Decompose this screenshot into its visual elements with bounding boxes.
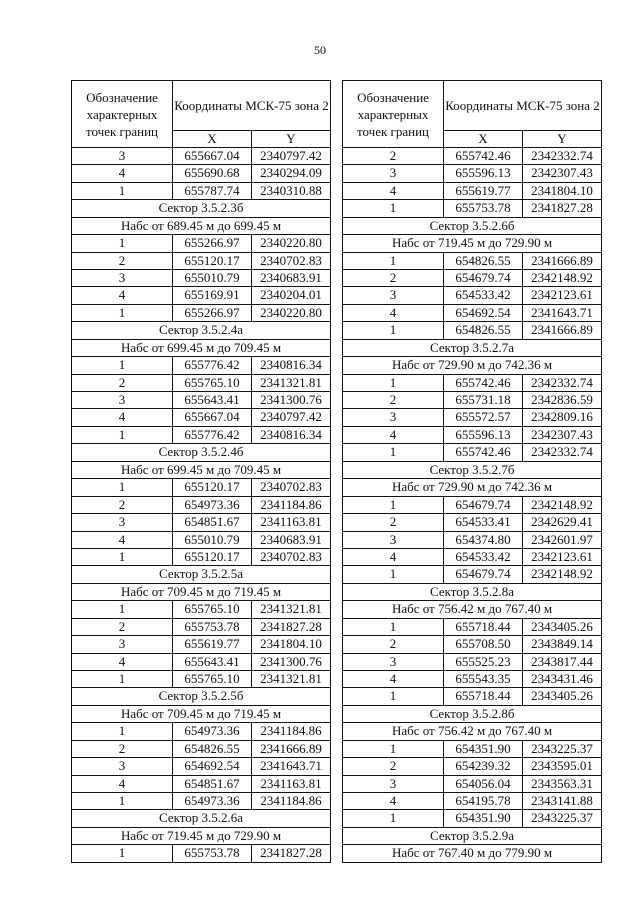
point-number-cell: 4 [343, 304, 444, 321]
header-point-designation: Обозначение характерных точек границ [72, 81, 173, 148]
x-coordinate-cell: 654679.74 [444, 566, 523, 583]
x-coordinate-cell: 654056.04 [444, 775, 523, 792]
right-coordinates-table-container [342, 80, 602, 863]
y-coordinate-cell: 2341666.89 [252, 740, 331, 757]
x-coordinate-cell: 655619.77 [444, 182, 523, 199]
sector-title-row [343, 827, 602, 845]
sector-range: Набс от 729.90 м до 742.36 м [343, 479, 602, 497]
sector-range-row [72, 827, 331, 845]
sector-range: Набс от 756.42 м до 767.40 м [343, 723, 602, 741]
sector-title-row [343, 339, 602, 357]
y-coordinate-cell: 2342836.59 [523, 392, 602, 409]
table-row [72, 182, 331, 199]
y-coordinate-cell: 2342307.43 [523, 165, 602, 182]
y-coordinate-cell: 2342809.16 [523, 409, 602, 426]
x-coordinate-cell: 654692.54 [444, 304, 523, 321]
table-row [343, 548, 602, 565]
y-coordinate-cell: 2340797.42 [252, 148, 331, 165]
point-number-cell: 1 [72, 235, 173, 252]
sector-title-row [72, 810, 331, 828]
table-row [343, 304, 602, 321]
x-coordinate-cell: 655120.17 [173, 548, 252, 565]
table-row [343, 148, 602, 165]
table-row [343, 810, 602, 827]
x-coordinate-cell: 655596.13 [444, 165, 523, 182]
sector-range-row [72, 461, 331, 479]
point-number-cell: 2 [72, 252, 173, 269]
y-coordinate-cell: 2341643.71 [523, 304, 602, 321]
point-number-cell: 1 [343, 200, 444, 217]
table-row [72, 740, 331, 757]
right-coordinates-table [342, 80, 602, 863]
table-row [72, 845, 331, 862]
x-coordinate-cell: 654533.41 [444, 514, 523, 531]
header-coordinates: Координаты МСК-75 зона 2 [173, 81, 331, 131]
point-number-cell: 3 [343, 653, 444, 670]
sector-range: Набс от 767.40 м до 779.90 м [343, 845, 602, 863]
table-row [72, 758, 331, 775]
point-number-cell: 1 [343, 618, 444, 635]
x-coordinate-cell: 655690.68 [173, 165, 252, 182]
y-coordinate-cell: 2343141.88 [523, 792, 602, 809]
x-coordinate-cell: 655742.46 [444, 444, 523, 461]
table-row [343, 740, 602, 757]
left-coordinates-table-container [71, 80, 331, 863]
table-row [72, 775, 331, 792]
sector-title: Сектор 3.5.2.9а [343, 827, 602, 845]
y-coordinate-cell: 2343405.26 [523, 688, 602, 705]
sector-range: Набс от 699.45 м до 709.45 м [72, 339, 331, 357]
table-row [72, 514, 331, 531]
table-row [343, 444, 602, 461]
table-row [72, 723, 331, 740]
y-coordinate-cell: 2343405.26 [523, 618, 602, 635]
y-coordinate-cell: 2340294.09 [252, 165, 331, 182]
x-coordinate-cell: 655010.79 [173, 531, 252, 548]
page-number: 50 [314, 43, 326, 57]
table-row [72, 392, 331, 409]
sector-title: Сектор 3.5.2.5б [72, 688, 331, 706]
sector-title-row [72, 444, 331, 462]
point-number-cell: 1 [343, 444, 444, 461]
y-coordinate-cell: 2340220.80 [252, 304, 331, 321]
point-number-cell: 4 [72, 165, 173, 182]
y-coordinate-cell: 2342148.92 [523, 566, 602, 583]
table-row [343, 392, 602, 409]
sector-range-row [343, 357, 602, 375]
x-coordinate-cell: 655120.17 [173, 252, 252, 269]
point-number-cell: 1 [72, 304, 173, 321]
table-row [72, 636, 331, 653]
x-coordinate-cell: 655787.74 [173, 182, 252, 199]
point-number-cell: 1 [72, 182, 173, 199]
x-coordinate-cell: 655596.13 [444, 426, 523, 443]
table-row [72, 252, 331, 269]
point-number-cell: 1 [72, 723, 173, 740]
point-number-cell: 2 [72, 740, 173, 757]
x-coordinate-cell: 654351.90 [444, 740, 523, 757]
table-row [72, 496, 331, 513]
point-number-cell: 1 [72, 792, 173, 809]
y-coordinate-cell: 2341827.28 [523, 200, 602, 217]
sector-range: Набс от 689.45 м до 699.45 м [72, 217, 331, 235]
x-coordinate-cell: 655776.42 [173, 357, 252, 374]
y-coordinate-cell: 2341804.10 [252, 636, 331, 653]
point-number-cell: 3 [72, 758, 173, 775]
y-coordinate-cell: 2341666.89 [523, 252, 602, 269]
point-number-cell: 3 [72, 270, 173, 287]
table-row [72, 165, 331, 182]
y-coordinate-cell: 2342332.74 [523, 148, 602, 165]
point-number-cell: 1 [72, 357, 173, 374]
point-number-cell: 2 [72, 618, 173, 635]
point-number-cell: 1 [72, 670, 173, 687]
sector-title-row [343, 705, 602, 723]
x-coordinate-cell: 655120.17 [173, 479, 252, 496]
table-row [343, 496, 602, 513]
sector-range-row [72, 705, 331, 723]
sector-range-row [343, 235, 602, 253]
sector-title-row [72, 688, 331, 706]
table-row [72, 426, 331, 443]
y-coordinate-cell: 2342148.92 [523, 496, 602, 513]
sector-title: Сектор 3.5.2.6б [343, 217, 602, 235]
table-row [72, 601, 331, 618]
y-coordinate-cell: 2341163.81 [252, 775, 331, 792]
table-row [72, 670, 331, 687]
y-coordinate-cell: 2340204.01 [252, 287, 331, 304]
y-coordinate-cell: 2341321.81 [252, 374, 331, 391]
table-row [72, 374, 331, 391]
y-coordinate-cell: 2340702.83 [252, 479, 331, 496]
table-row [72, 409, 331, 426]
y-coordinate-cell: 2342123.61 [523, 287, 602, 304]
point-number-cell: 2 [343, 148, 444, 165]
table-row [343, 514, 602, 531]
table-row [343, 531, 602, 548]
sector-title-row [72, 322, 331, 340]
point-number-cell: 4 [343, 426, 444, 443]
header-y: Y [252, 131, 331, 148]
x-coordinate-cell: 655718.44 [444, 688, 523, 705]
table-row [343, 758, 602, 775]
y-coordinate-cell: 2340683.91 [252, 531, 331, 548]
sector-range: Набс от 709.45 м до 719.45 м [72, 705, 331, 723]
table-row [72, 531, 331, 548]
table-row [72, 653, 331, 670]
point-number-cell: 3 [343, 409, 444, 426]
y-coordinate-cell: 2341666.89 [523, 322, 602, 339]
table-row [72, 304, 331, 321]
sector-range: Набс от 709.45 м до 719.45 м [72, 583, 331, 601]
x-coordinate-cell: 655718.44 [444, 618, 523, 635]
y-coordinate-cell: 2341184.86 [252, 792, 331, 809]
x-coordinate-cell: 655731.18 [444, 392, 523, 409]
x-coordinate-cell: 655169.91 [173, 287, 252, 304]
point-number-cell: 3 [343, 531, 444, 548]
point-number-cell: 3 [72, 148, 173, 165]
table-row [343, 653, 602, 670]
x-coordinate-cell: 654195.78 [444, 792, 523, 809]
table-row [343, 182, 602, 199]
table-row [343, 287, 602, 304]
y-coordinate-cell: 2342123.61 [523, 548, 602, 565]
table-row [343, 409, 602, 426]
table-row [72, 618, 331, 635]
left-table-body [72, 148, 331, 863]
point-number-cell: 3 [343, 165, 444, 182]
sector-title-row [343, 583, 602, 601]
x-coordinate-cell: 654692.54 [173, 758, 252, 775]
x-coordinate-cell: 654239.32 [444, 758, 523, 775]
y-coordinate-cell: 2341184.86 [252, 496, 331, 513]
table-row [343, 252, 602, 269]
x-coordinate-cell: 655765.10 [173, 670, 252, 687]
x-coordinate-cell: 654826.55 [444, 252, 523, 269]
x-coordinate-cell: 655667.04 [173, 148, 252, 165]
y-coordinate-cell: 2341804.10 [523, 182, 602, 199]
table-row [72, 548, 331, 565]
y-coordinate-cell: 2340816.34 [252, 426, 331, 443]
x-coordinate-cell: 655753.78 [173, 845, 252, 862]
point-number-cell: 1 [343, 810, 444, 827]
header-point-designation: Обозначение характерных точек границ [343, 81, 444, 148]
x-coordinate-cell: 654826.55 [444, 322, 523, 339]
y-coordinate-cell: 2343225.37 [523, 740, 602, 757]
table-row [343, 322, 602, 339]
x-coordinate-cell: 654826.55 [173, 740, 252, 757]
x-coordinate-cell: 654679.74 [444, 496, 523, 513]
sector-range-row [343, 845, 602, 863]
y-coordinate-cell: 2342307.43 [523, 426, 602, 443]
y-coordinate-cell: 2340220.80 [252, 235, 331, 252]
x-coordinate-cell: 654851.67 [173, 775, 252, 792]
header-y: Y [523, 131, 602, 148]
x-coordinate-cell: 655753.78 [444, 200, 523, 217]
point-number-cell: 1 [343, 740, 444, 757]
x-coordinate-cell: 654533.42 [444, 287, 523, 304]
sector-title-row [72, 566, 331, 584]
sector-title: Сектор 3.5.2.3б [72, 200, 331, 218]
y-coordinate-cell: 2341827.28 [252, 845, 331, 862]
y-coordinate-cell: 2341163.81 [252, 514, 331, 531]
x-coordinate-cell: 654351.90 [444, 810, 523, 827]
x-coordinate-cell: 654679.74 [444, 270, 523, 287]
table-row [343, 426, 602, 443]
sector-title: Сектор 3.5.2.8а [343, 583, 602, 601]
y-coordinate-cell: 2340816.34 [252, 357, 331, 374]
y-coordinate-cell: 2341643.71 [252, 758, 331, 775]
x-coordinate-cell: 655643.41 [173, 653, 252, 670]
point-number-cell: 2 [343, 514, 444, 531]
header-coordinates: Координаты МСК-75 зона 2 [444, 81, 602, 131]
y-coordinate-cell: 2342601.97 [523, 531, 602, 548]
table-row [72, 287, 331, 304]
y-coordinate-cell: 2342629.41 [523, 514, 602, 531]
x-coordinate-cell: 655708.50 [444, 636, 523, 653]
table-row [72, 792, 331, 809]
y-coordinate-cell: 2343225.37 [523, 810, 602, 827]
point-number-cell: 4 [72, 287, 173, 304]
y-coordinate-cell: 2342332.74 [523, 444, 602, 461]
x-coordinate-cell: 655667.04 [173, 409, 252, 426]
x-coordinate-cell: 655619.77 [173, 636, 252, 653]
sector-range-row [343, 601, 602, 619]
x-coordinate-cell: 654533.42 [444, 548, 523, 565]
sector-range-row [72, 217, 331, 235]
point-number-cell: 1 [343, 322, 444, 339]
y-coordinate-cell: 2340702.83 [252, 252, 331, 269]
x-coordinate-cell: 654374.80 [444, 531, 523, 548]
sector-title: Сектор 3.5.2.4б [72, 444, 331, 462]
sector-range-row [72, 339, 331, 357]
y-coordinate-cell: 2340702.83 [252, 548, 331, 565]
table-row [72, 270, 331, 287]
table-row [343, 618, 602, 635]
x-coordinate-cell: 655776.42 [173, 426, 252, 443]
point-number-cell: 4 [343, 792, 444, 809]
point-number-cell: 3 [72, 636, 173, 653]
sector-title-row [343, 461, 602, 479]
sector-title: Сектор 3.5.2.7а [343, 339, 602, 357]
sector-title-row [343, 217, 602, 235]
sector-range-row [343, 479, 602, 497]
y-coordinate-cell: 2341184.86 [252, 723, 331, 740]
x-coordinate-cell: 655742.46 [444, 148, 523, 165]
x-coordinate-cell: 655643.41 [173, 392, 252, 409]
sector-range: Набс от 756.42 м до 767.40 м [343, 601, 602, 619]
y-coordinate-cell: 2343595.01 [523, 758, 602, 775]
right-table-body [343, 148, 602, 863]
table-row [72, 357, 331, 374]
point-number-cell: 4 [343, 182, 444, 199]
point-number-cell: 4 [72, 653, 173, 670]
y-coordinate-cell: 2343431.46 [523, 670, 602, 687]
x-coordinate-cell: 655765.10 [173, 374, 252, 391]
x-coordinate-cell: 655525.23 [444, 653, 523, 670]
point-number-cell: 2 [343, 392, 444, 409]
table-row [343, 165, 602, 182]
left-coordinates-table [71, 80, 331, 863]
x-coordinate-cell: 655010.79 [173, 270, 252, 287]
point-number-cell: 3 [343, 775, 444, 792]
point-number-cell: 3 [72, 514, 173, 531]
y-coordinate-cell: 2340797.42 [252, 409, 331, 426]
x-coordinate-cell: 654973.36 [173, 723, 252, 740]
x-coordinate-cell: 655266.97 [173, 235, 252, 252]
point-number-cell: 4 [72, 531, 173, 548]
y-coordinate-cell: 2342332.74 [523, 374, 602, 391]
sector-range-row [72, 583, 331, 601]
table-row [343, 775, 602, 792]
x-coordinate-cell: 654973.36 [173, 792, 252, 809]
x-coordinate-cell: 655765.10 [173, 601, 252, 618]
point-number-cell: 2 [343, 270, 444, 287]
point-number-cell: 1 [343, 496, 444, 513]
table-row [343, 636, 602, 653]
y-coordinate-cell: 2340683.91 [252, 270, 331, 287]
point-number-cell: 2 [343, 636, 444, 653]
y-coordinate-cell: 2341321.81 [252, 601, 331, 618]
x-coordinate-cell: 655266.97 [173, 304, 252, 321]
sector-title: Сектор 3.5.2.6а [72, 810, 331, 828]
y-coordinate-cell: 2341300.76 [252, 392, 331, 409]
point-number-cell: 1 [343, 374, 444, 391]
x-coordinate-cell: 655543.35 [444, 670, 523, 687]
table-row [343, 670, 602, 687]
table-row [343, 374, 602, 391]
x-coordinate-cell: 655753.78 [173, 618, 252, 635]
sector-title: Сектор 3.5.2.5а [72, 566, 331, 584]
x-coordinate-cell: 654973.36 [173, 496, 252, 513]
point-number-cell: 1 [343, 252, 444, 269]
sector-range: Набс от 729.90 м до 742.36 м [343, 357, 602, 375]
y-coordinate-cell: 2341827.28 [252, 618, 331, 635]
x-coordinate-cell: 655742.46 [444, 374, 523, 391]
point-number-cell: 3 [343, 287, 444, 304]
sector-title: Сектор 3.5.2.7б [343, 461, 602, 479]
point-number-cell: 2 [72, 374, 173, 391]
point-number-cell: 1 [343, 688, 444, 705]
point-number-cell: 1 [72, 548, 173, 565]
table-row [343, 792, 602, 809]
point-number-cell: 3 [72, 392, 173, 409]
y-coordinate-cell: 2343817.44 [523, 653, 602, 670]
table-row [343, 566, 602, 583]
point-number-cell: 4 [343, 548, 444, 565]
table-row [343, 688, 602, 705]
y-coordinate-cell: 2341321.81 [252, 670, 331, 687]
sector-title: Сектор 3.5.2.4а [72, 322, 331, 340]
x-coordinate-cell: 655572.57 [444, 409, 523, 426]
point-number-cell: 1 [72, 479, 173, 496]
table-row [72, 148, 331, 165]
point-number-cell: 4 [343, 670, 444, 687]
point-number-cell: 4 [72, 409, 173, 426]
y-coordinate-cell: 2340310.88 [252, 182, 331, 199]
table-row [343, 200, 602, 217]
point-number-cell: 1 [72, 426, 173, 443]
point-number-cell: 1 [72, 845, 173, 862]
point-number-cell: 1 [72, 601, 173, 618]
y-coordinate-cell: 2343563.31 [523, 775, 602, 792]
table-row [343, 270, 602, 287]
point-number-cell: 2 [72, 496, 173, 513]
x-coordinate-cell: 654851.67 [173, 514, 252, 531]
sector-range: Набс от 699.45 м до 709.45 м [72, 461, 331, 479]
sector-title: Сектор 3.5.2.8б [343, 705, 602, 723]
y-coordinate-cell: 2342148.92 [523, 270, 602, 287]
point-number-cell: 4 [72, 775, 173, 792]
sector-range: Набс от 719.45 м до 729.90 м [72, 827, 331, 845]
header-x: X [444, 131, 523, 148]
table-row [72, 235, 331, 252]
point-number-cell: 2 [343, 758, 444, 775]
sector-range-row [343, 723, 602, 741]
y-coordinate-cell: 2343849.14 [523, 636, 602, 653]
y-coordinate-cell: 2341300.76 [252, 653, 331, 670]
point-number-cell: 1 [343, 566, 444, 583]
sector-title-row [72, 200, 331, 218]
sector-range: Набс от 719.45 м до 729.90 м [343, 235, 602, 253]
header-x: X [173, 131, 252, 148]
table-row [72, 479, 331, 496]
